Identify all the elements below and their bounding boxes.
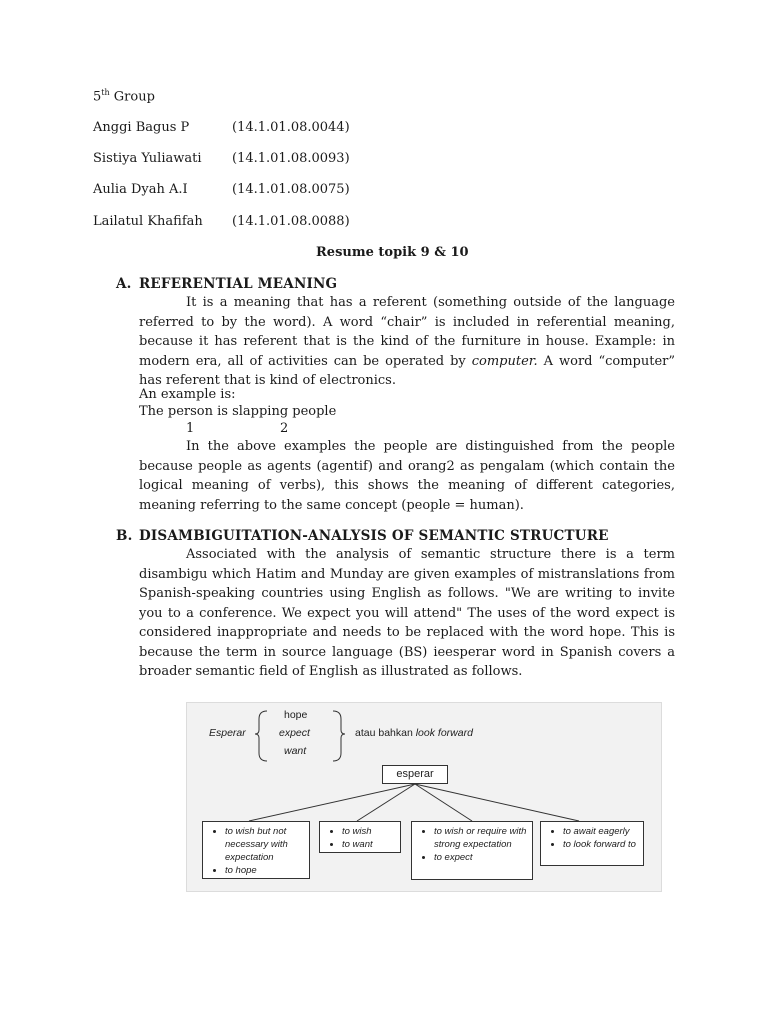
- meaning-item: • to await eagerly: [563, 825, 639, 838]
- member-id: (14.1.01.08.0093): [232, 151, 350, 166]
- member-name: Anggi Bagus P: [93, 120, 190, 135]
- meaning-box-3: [411, 821, 533, 880]
- meaning-item: • to wish: [342, 825, 396, 838]
- group-label: [93, 88, 155, 104]
- esperar-label: Esperar: [209, 727, 246, 739]
- example-number-1: 1: [186, 421, 195, 436]
- p1-text-end: A word “computer” has referent that is kind of electronics.: [139, 353, 676, 388]
- section-a-paragraph-1: [139, 293, 675, 391]
- section-b-heading: DISAMBIGUITATION-ANALYSIS OF SEMANTIC STRUCTURE: [139, 528, 609, 544]
- section-a-heading: REFERENTIAL MEANING: [139, 276, 338, 292]
- p1-italic: computer.: [471, 353, 538, 369]
- option-expect: expect: [279, 727, 310, 739]
- section-b-paragraph-1: Associated with the analysis of semantic structure there is a term disambigu which Hatim and Munday are given examples of mistranslations from Spanish-speaking countries using English as follows. "We are writing to invite you to a conference. We expect you will attend" The uses of the word expect is considered inappropriate and needs to be replaced with the word hope. This is because the term in source language (BS) ieesperar word in Spanish covers a broader semantic field of English as illustrated as follows.: [139, 547, 675, 679]
- option-hope: hope: [284, 709, 308, 721]
- meaning-item: • to wish or require with strong expectation: [434, 825, 528, 851]
- example-sentence: The person is slapping people: [139, 404, 337, 419]
- meaning-box-2: [319, 821, 401, 853]
- group-number: 5: [93, 89, 102, 105]
- meaning-item: • to wish but not necessary with expectation: [225, 825, 305, 864]
- meaning-item: • to expect: [434, 851, 528, 864]
- atau-bahkan-text: atau bahkan: [355, 727, 416, 739]
- section-a-letter: A.: [116, 276, 132, 292]
- section-b-letter: B.: [116, 528, 133, 544]
- semantic-field-figure: [186, 702, 662, 892]
- member-name: Aulia Dyah A.I: [93, 182, 188, 197]
- atau-bahkan-label: [355, 727, 473, 739]
- meaning-item: • to look forward to: [563, 838, 639, 851]
- member-id: (14.1.01.08.0044): [232, 120, 350, 135]
- document-title: Resume topik 9 & 10: [316, 245, 469, 260]
- example-intro: An example is:: [139, 387, 236, 402]
- option-want: want: [284, 745, 307, 757]
- member-name: Lailatul Khafifah: [93, 214, 203, 229]
- member-name: Sistiya Yuliawati: [93, 151, 202, 166]
- group-word: Group: [113, 89, 155, 105]
- section-a-paragraph-2: In the above examples the people are distinguished from the people because people as agents (agentif) and orang2 as pengalam (which contain the logical meaning of verbs), this shows the meaning of different categories, meaning referring to the same concept (people = human).: [139, 439, 675, 513]
- meaning-item: • to want: [342, 838, 396, 851]
- look-forward-text: look forward: [415, 727, 473, 739]
- meaning-box-1: [202, 821, 310, 879]
- p1-text: It is a meaning that has a referent (something outside of the language referred to by the word). A word “chair” is included in referential meaning, because it has referent that is the kind of the furniture in house. Example: in modern era, all of activities can be operated by: [139, 295, 675, 369]
- meaning-box-4: [540, 821, 644, 866]
- member-id: (14.1.01.08.0088): [232, 214, 350, 229]
- example-number-2: 2: [280, 421, 289, 436]
- group-number-suffix: th: [101, 88, 110, 97]
- meaning-item: • to hope: [225, 864, 305, 877]
- member-id: (14.1.01.08.0075): [232, 182, 350, 197]
- esperar-root-box: esperar: [382, 765, 448, 784]
